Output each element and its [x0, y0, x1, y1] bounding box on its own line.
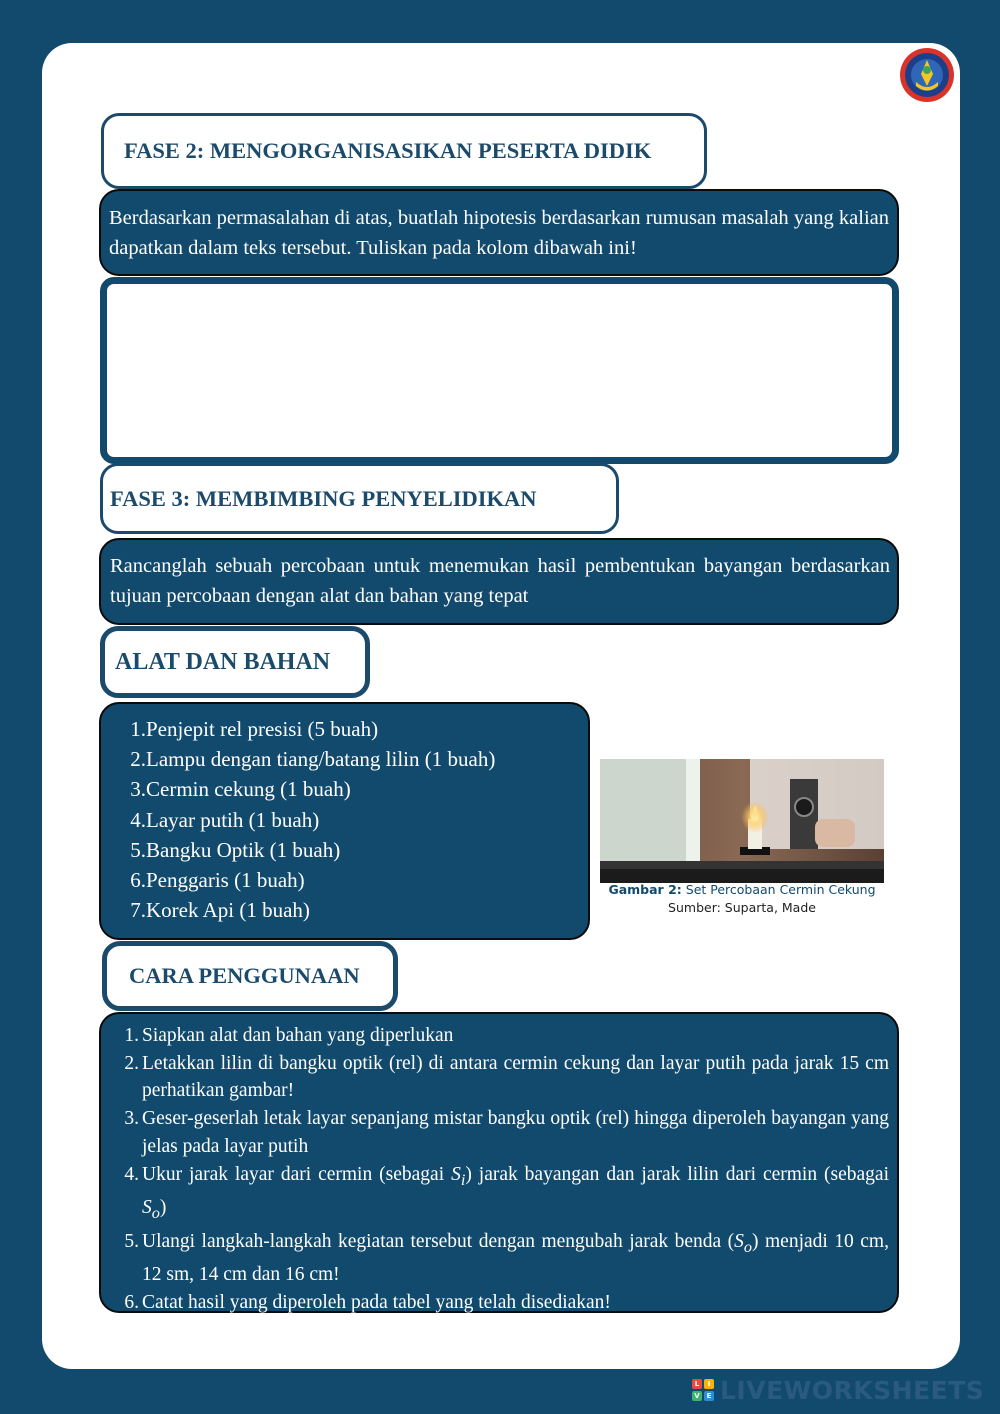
cara-title-box: [102, 941, 398, 1011]
list-item: 6. Catat hasil yang diperoleh pada tabel yang telah disediakan!: [124, 1292, 611, 1313]
cara-list-box: [99, 1012, 899, 1313]
fase2-title: FASE 2: MENGORGANISASIKAN PESERTA DIDIK: [124, 138, 652, 163]
hypothesis-answer-input[interactable]: [100, 277, 899, 464]
liveworksheets-logo-icon: L I V E: [692, 1379, 714, 1401]
alat-title-box: [100, 626, 370, 698]
list-item: 6. Penggaris (1 buah): [130, 868, 305, 893]
fase3-title: FASE 3: MEMBIMBING PENYELIDIKAN: [110, 485, 537, 511]
fase2-instruction-box: [99, 189, 899, 276]
figure-caption: [600, 881, 884, 917]
alat-list: [121, 714, 588, 925]
list-item: 5. Bangku Optik (1 buah): [130, 837, 341, 862]
fase3-instruction: Rancanglah sebuah percobaan untuk menemukan hasil pembentukan bayangan berdasarkan tujuan percobaan dengan alat dan bahan yang tepat: [110, 555, 890, 607]
list-item: 4. Layar putih (1 buah): [130, 807, 320, 832]
fase3-title-box: [100, 463, 619, 534]
liveworksheets-name: LIVEWORKSHEETS: [720, 1375, 985, 1405]
fase2-instruction: Berdasarkan permasalahan di atas, buatlah hipotesis berdasarkan rumusan masalah yang kalian dapatkan dalam teks tersebut. Tuliskan pada kolom dibawah ini!: [109, 207, 889, 259]
caption-text: Set Percobaan Cermin Cekung: [685, 882, 876, 897]
fase2-title-box: [101, 113, 707, 189]
list-item: 4. Ukur jarak layar dari cermin (sebagai $S_i$) jarak bayangan dan jarak lilin dari cermin (sebagai $S_o$): [124, 1163, 889, 1222]
list-item: 3. Cermin cekung (1 buah): [130, 777, 351, 802]
list-item: 7. Korek Api (1 buah): [130, 898, 310, 923]
caption-label: Gambar 2:: [608, 882, 682, 897]
cara-title: CARA PENGGUNAAN: [129, 963, 360, 988]
school-emblem-logo: [898, 46, 956, 104]
fase3-instruction-box: [99, 538, 899, 625]
caption-source: Sumber: Suparta, Made: [668, 900, 816, 915]
cara-list: [119, 1022, 889, 1317]
list-item: 1. Penjepit rel presisi (5 buah): [130, 717, 379, 741]
alat-list-box: [99, 702, 590, 940]
list-item: 5. Ulangi langkah-langkah kegiatan tersebut dengan mengubah jarak benda $(S_o)$ menjadi 10 cm, 12 sm, 14 cm dan 16 cm!: [124, 1230, 889, 1286]
alat-title: ALAT DAN BAHAN: [115, 648, 331, 675]
list-item: 2. Letakkan lilin di bangku optik (rel) di antara cermin cekung dan layar putih pada jarak 15 cm perhatikan gambar!: [124, 1052, 889, 1102]
list-item: 1. Siapkan alat dan bahan yang diperlukan: [124, 1025, 454, 1046]
list-item: 3. Geser-geserlah letak layar sepanjang mistar bangku optik (rel) hingga diperoleh bayangan yang jelas pada layar putih: [124, 1108, 889, 1157]
liveworksheets-brand: [692, 1376, 984, 1404]
list-item: 2. Lampu dengan tiang/batang lilin (1 buah): [130, 747, 496, 772]
experiment-photo: [600, 759, 884, 883]
